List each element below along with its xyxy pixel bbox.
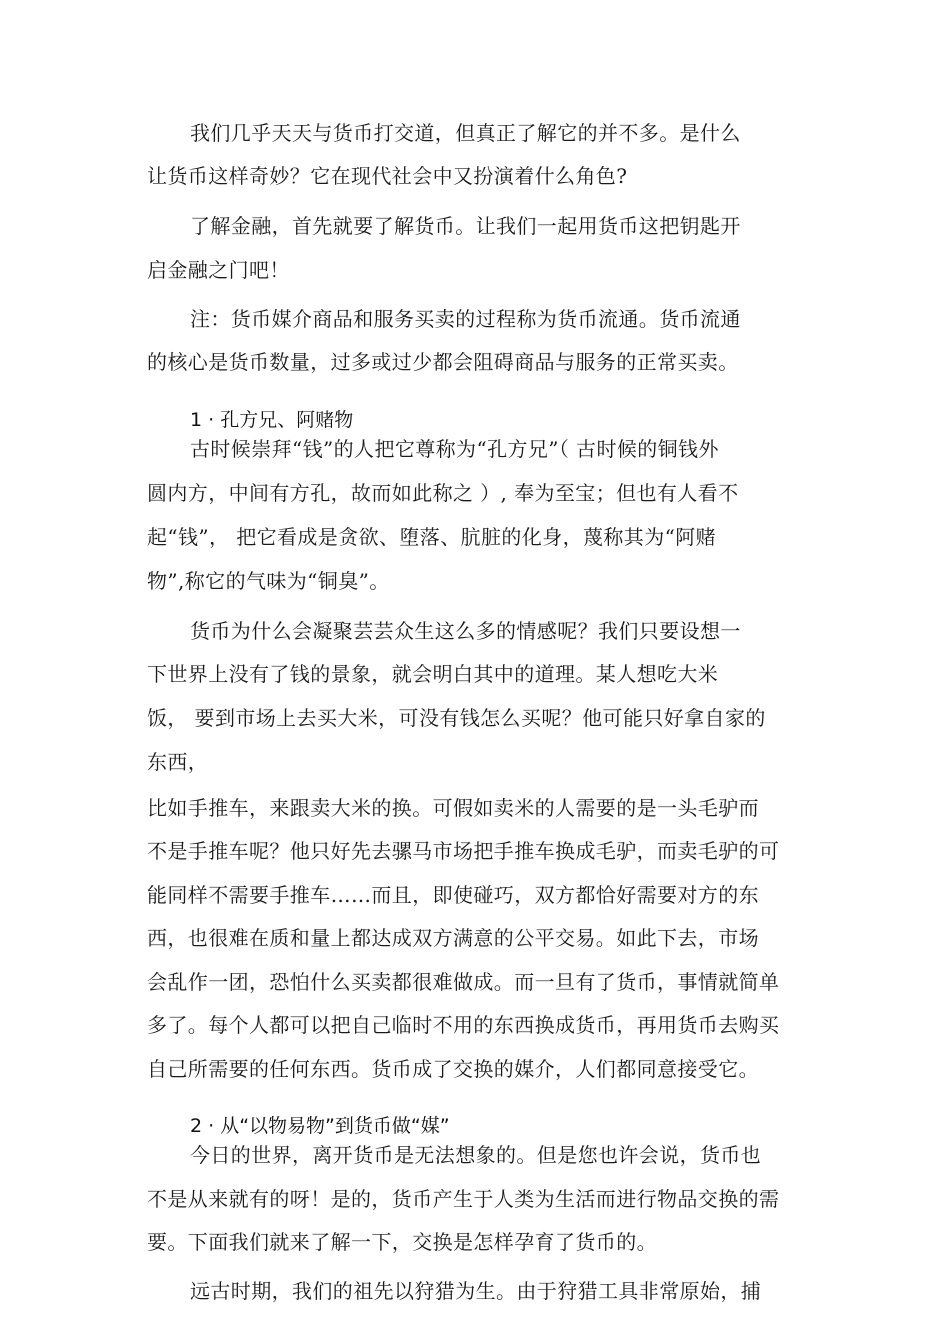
section-1-paragraph-1-line-2: 圆内方，中间有方孔，故而如此称之 ）, 奉为至宝；但也有人看不	[147, 481, 739, 505]
section-1-paragraph-2-line-1: 货币为什么会凝聚芸芸众生这么多的情感呢？我们只要设想一	[190, 619, 741, 643]
section-1-paragraph-2-line-6: 不是手推车呢？他只好先去骡马市场把手推车换成毛驴，而卖毛驴的可	[147, 839, 780, 863]
section-1-heading: 1 · 孔方兄、阿赌物	[190, 409, 354, 431]
intro-paragraph-1-line-2: 让货币这样奇妙？它在现代社会中又扮演着什么角色?	[147, 164, 628, 188]
section-1-paragraph-2-line-4: 东西，	[147, 750, 209, 774]
section-1-paragraph-2-line-9: 会乱作一团，恐怕什么买卖都很难做成。而一旦有了货币，事情就简单	[147, 970, 780, 994]
section-2-paragraph-2-line-1: 远古时期，我们的祖先以狩猎为生。由于狩猎工具非常原始，捕	[190, 1279, 762, 1303]
note-paragraph-line-2: 的核心是货币数量，过多或过少都会阻碍商品与服务的正常买卖。	[147, 350, 739, 374]
section-1-paragraph-2-line-3: 饭， 要到市场上去买大米，可没有钱怎么买呢？他可能只好拿自家的	[147, 706, 766, 730]
intro-paragraph-1-line-1: 我们几乎天天与货币打交道，但真正了解它的并不多。是什么	[190, 121, 741, 145]
section-1-paragraph-2-line-8: 西，也很难在质和量上都达成双方满意的公平交易。如此下去，市场	[147, 926, 759, 950]
intro-paragraph-2-line-1: 了解金融，首先就要了解货币。让我们一起用货币这把钥匙开	[190, 214, 741, 238]
section-1-paragraph-1-line-3: 起“钱”， 把它看成是贪欲、堕落、肮脏的化身，蔑称其为“阿赌	[147, 525, 717, 549]
section-1-paragraph-2-line-10: 多了。每个人都可以把自己临时不用的东西换成货币，再用货币去购买	[147, 1013, 780, 1037]
intro-paragraph-2-line-2: 启金融之门吧！	[147, 258, 290, 282]
section-2-paragraph-1-line-2: 不是从来就有的呀！是的，货币产生于人类为生活而进行物品交换的需	[147, 1187, 780, 1211]
section-1-paragraph-2-line-5: 比如手推车，来跟卖大米的换。可假如卖米的人需要的是一头毛驴而	[147, 796, 759, 820]
section-2-paragraph-1-line-3: 要。下面我们就来了解一下，交换是怎样孕育了货币的。	[147, 1230, 657, 1254]
section-2-paragraph-1-line-1: 今日的世界，离开货币是无法想象的。但是您也许会说，货币也	[190, 1143, 762, 1167]
section-1-paragraph-2-line-11: 自己所需要的任何东西。货币成了交换的媒介，人们都同意接受它。	[147, 1057, 759, 1081]
section-1-paragraph-2-line-2: 下世界上没有了钱的景象，就会明白其中的道理。某人想吃大米	[147, 662, 719, 686]
note-paragraph-line-1: 注：货币媒介商品和服务买卖的过程称为货币流通。货币流通	[190, 307, 741, 331]
section-1-paragraph-2-line-7: 能同样不需要手推车……而且，即使碰巧，双方都恰好需要对方的东	[147, 883, 759, 907]
section-1-paragraph-1-line-4: 物”,称它的气味为“铜臭”。	[147, 569, 390, 593]
section-2-heading: 2 · 从“以物易物”到货币做“媒”	[190, 1115, 450, 1137]
section-1-paragraph-1-line-1: 古时候崇拜“钱”的人把它尊称为“孔方兄”（ 古时候的铜钱外	[190, 437, 719, 461]
